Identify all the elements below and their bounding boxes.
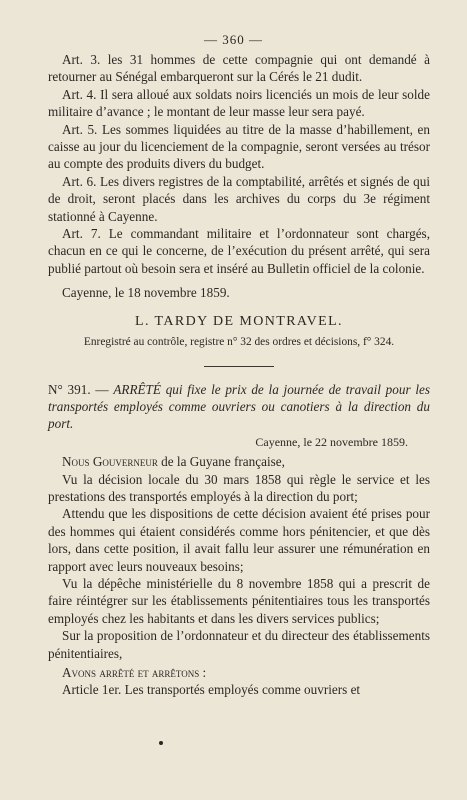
- ink-spot: [159, 741, 163, 745]
- article-6: Art. 6. Les divers registres de la comptabilité, arrêtés et signés de qui de droit, seront placés dans les archives du corps du 3e régiment stationné à Cayenne.: [48, 173, 430, 224]
- page-number: — 360 —: [204, 32, 263, 47]
- consideration-2: Attendu que les dispositions de cette décision avaient été prises pour des hommes qui étaient considérés comme hors pénitencier, et que dès lors, dans cette position, il avait fallu leur assurer une rémunération en rapport avec leurs nouveaux besoins;: [48, 506, 430, 574]
- article-5: Art. 5. Les sommes liquidées au titre de la masse d’habillement, en caisse au jour du licenciement de la compagnie, seront versées au trésor au compte des produits divers du budget.: [48, 121, 430, 172]
- consideration-3: Vu la dépêche ministérielle du 8 novembre 1858 qui a prescrit de faire réintégrer sur les établissements pénitentiaires tous les transportés employés chez les habitants et dans les divers services publics;: [48, 575, 430, 626]
- consideration-1: Vu la décision locale du 30 mars 1858 qui règle le service et les prestations des transportés employés à la direction du port;: [48, 471, 430, 504]
- signature: L. TARDY DE MONTRAVEL.: [135, 313, 343, 329]
- registration-note: Enregistré au contrôle, registre n° 32 des ordres et décisions, f° 324.: [83, 336, 395, 349]
- decree-number: N° 391. —: [48, 381, 109, 397]
- governor-title: Nous Gouverneur: [62, 454, 158, 470]
- decree-heading: [48, 381, 430, 433]
- article-3: Art. 3. les 31 hommes de cette compagnie qui ont demandé à retourner au Sénégal embarqueront sur la Cérés le 21 dudit.: [48, 52, 430, 85]
- article-7: Art. 7. Le commandant militaire et l’ordonnateur sont chargés, chacun en ce qui le concerne, de l’exécution du présent arrêté, qui sera publié partout où besoin sera et inséré au Bulletin officiel de la colonie.: [48, 226, 430, 276]
- consideration-4: Sur la proposition de l’ordonnateur et du directeur des établissements pénitentiaires,: [48, 628, 430, 661]
- section-divider: [204, 366, 274, 367]
- decree-opening: [48, 453, 430, 470]
- article-4: Art. 4. Il sera alloué aux soldats noirs licenciés un mois de leur solde militaire d’avance ; le montant de leur masse leur sera payé.: [48, 86, 430, 120]
- decree-title: ARRÊTÉ qui fixe le prix de la journée de travail pour les transportés employés comme ouvriers ou canotiers à la direction du port.: [48, 381, 430, 432]
- text-column: [48, 51, 430, 699]
- opening-rest: de la Guyane française,: [157, 454, 285, 470]
- decree-dateline: Cayenne, le 22 novembre 1859.: [255, 434, 408, 449]
- article-1: Article 1er. Les transportés employés comme ouvriers et: [62, 682, 361, 698]
- date-signed: Cayenne, le 18 novembre 1859.: [62, 285, 230, 301]
- enacting-clause: Avons arrêté et arrêtons :: [62, 665, 207, 680]
